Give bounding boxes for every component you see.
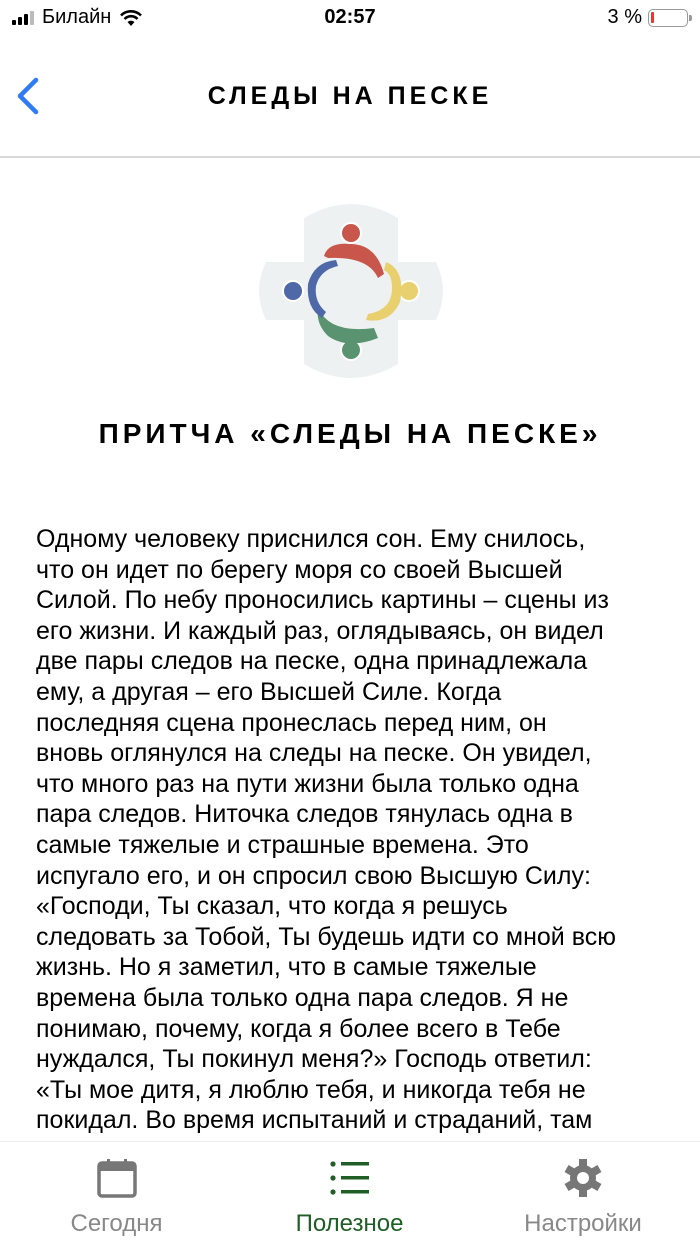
text-line: времена была только одна пара следов. Я не	[36, 983, 569, 1012]
text-line: Силой. По небу проносились картины – сцены из	[36, 586, 609, 615]
community-logo	[258, 198, 444, 384]
text-line: вновь оглянулся на следы на песке. Он увидел,	[36, 739, 592, 768]
article-body	[36, 524, 616, 1136]
text-line: «Ты мое дитя, я люблю тебя, и никогда тебя не	[36, 1075, 586, 1104]
list-icon	[328, 1156, 372, 1200]
status-bar	[0, 0, 700, 36]
tab-label: Настройки	[524, 1210, 642, 1237]
battery-icon	[648, 9, 688, 27]
tab-label: Полезное	[295, 1210, 404, 1237]
text-line: его жизни. И каждый раз, оглядываясь, он видел	[36, 616, 604, 645]
gear-icon	[561, 1156, 605, 1200]
text-line: что он идет по берегу моря со своей Высшей	[36, 555, 563, 584]
text-line: «Господи, Ты сказал, что когда я решусь	[36, 892, 508, 921]
navigation-bar	[0, 36, 700, 158]
tab-useful[interactable]	[233, 1142, 466, 1244]
text-line: нуждался, Ты покинул меня?» Господь ответил:	[36, 1045, 592, 1074]
carrier: Билайн	[42, 6, 112, 28]
text-line: что много раз на пути жизни была только одна	[36, 769, 579, 798]
tab-today[interactable]	[0, 1142, 233, 1244]
text-line: следовать за Тобой, Ты будешь идти со мной всю	[36, 922, 616, 951]
text-line: две пары следов на песке, одна принадлежала	[36, 647, 588, 676]
calendar-icon	[95, 1156, 139, 1200]
page-title: СЛЕДЫ НА ПЕСКЕ	[207, 82, 493, 110]
text-line: испугало его, и он спросил свою Высшую Силу:	[36, 861, 591, 890]
text-line: покидал. Во время испытаний и страданий, там	[36, 1106, 593, 1135]
text-line: понимаю, почему, когда я более всего в Тебе	[36, 1014, 561, 1043]
text-line: ему, а другая – его Высшей Силе. Когда	[36, 677, 502, 706]
text-line: пара следов. Ниточка следов тянулась одна в	[36, 800, 573, 829]
text-line: Одному человеку приснился сон. Ему снилось,	[36, 525, 586, 553]
text-line: самые тяжелые и страшные времена. Это	[36, 830, 529, 859]
text-line: последняя сцена пронеслась перед ним, он	[36, 708, 547, 737]
tab-bar	[0, 1142, 700, 1244]
battery-percent: 3 %	[607, 6, 642, 28]
clock: 02:57	[324, 6, 376, 28]
article-heading: ПРИТЧА «СЛЕДЫ НА ПЕСКЕ»	[98, 418, 602, 449]
tab-label: Сегодня	[70, 1210, 163, 1237]
tab-settings[interactable]	[466, 1142, 700, 1244]
text-line: жизнь. Но я заметил, что в самые тяжелые	[36, 953, 537, 982]
